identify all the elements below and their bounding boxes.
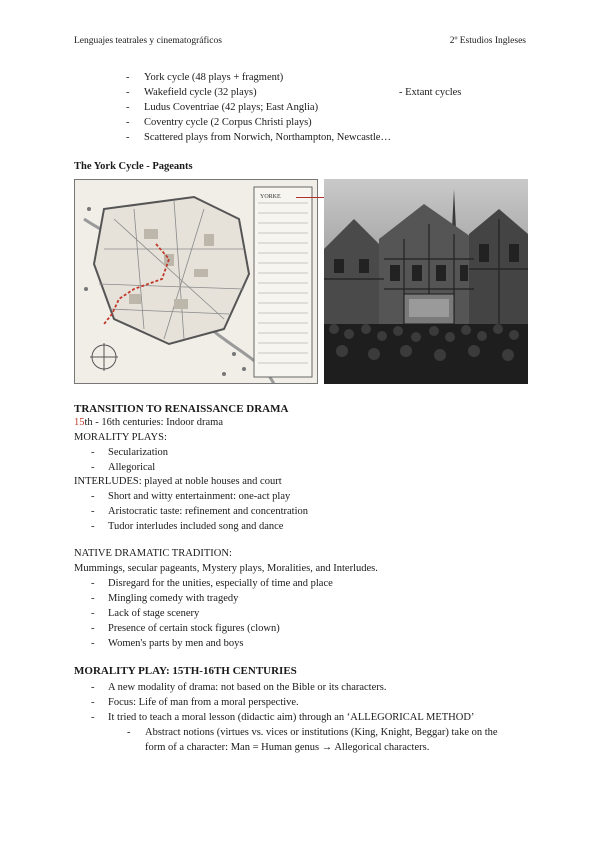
native-item: Mingling comedy with tragedy — [108, 593, 239, 604]
bullet-dash: - — [91, 623, 95, 634]
bullet-dash: - — [91, 712, 95, 723]
interludes-label: INTERLUDES: played at noble houses and court — [74, 476, 282, 487]
morality-play-item: A new modality of drama: not based on the Bible or its characters. — [108, 682, 387, 693]
morality-play-item: Focus: Life of man from a moral perspective. — [108, 697, 299, 708]
native-item: Women's parts by men and boys — [108, 638, 244, 649]
morality-play-title: MORALITY PLAY: 15TH-16TH CENTURIES — [74, 665, 297, 677]
interlude-item: Short and witty entertainment: one-act play — [108, 491, 291, 502]
bullet-dash: - — [91, 447, 95, 458]
bullet-dash: - — [126, 72, 130, 83]
header-degree: 2º Estudios Ingleses — [449, 36, 526, 46]
bullet-dash: - — [91, 462, 95, 473]
native-tradition-intro: Mummings, secular pageants, Mystery plays, Moralities, and Interludes. — [74, 563, 378, 574]
interlude-item: Tudor interludes included song and dance — [108, 521, 284, 532]
bullet-dash: - — [126, 132, 130, 143]
native-item: Lack of stage scenery — [108, 608, 200, 619]
bullet-dash: - — [91, 578, 95, 589]
transition-title: TRANSITION TO RENAISSANCE DRAMA — [74, 403, 289, 415]
york-cycle-title: The York Cycle - Pageants — [74, 161, 193, 172]
bullet-dash: - — [91, 593, 95, 604]
allegory-explanation-line1: Abstract notions (virtues vs. vices or institutions (King, Knight, Beggar) take on the — [145, 727, 498, 738]
morality-item: Allegorical — [108, 462, 156, 473]
cycle-wakefield: Wakefield cycle (32 plays) — [144, 87, 257, 98]
header-course-title: Lenguajes teatrales y cinematográficos — [74, 36, 222, 46]
interlude-item: Aristocratic taste: refinement and concentration — [108, 506, 308, 517]
bullet-dash: - — [126, 102, 130, 113]
pageant-scene-image — [324, 179, 528, 384]
bullet-dash: - — [91, 697, 95, 708]
york-map-image — [74, 179, 318, 384]
native-item: Disregard for the unities, especially of time and place — [108, 578, 333, 589]
image-connector-line — [296, 197, 326, 198]
cycle-york: York cycle (48 plays + fragment) — [144, 72, 284, 83]
bullet-dash: - — [126, 117, 130, 128]
extant-cycles-note: - Extant cycles — [399, 87, 462, 98]
cycle-ludus: Ludus Coventriae (42 plays; East Anglia) — [144, 102, 319, 113]
period-rest: th - 16th centuries: Indoor drama — [84, 417, 223, 428]
bullet-dash: - — [91, 638, 95, 649]
morality-item: Secularization — [108, 447, 169, 458]
period-start-red: 15 — [74, 417, 85, 428]
bullet-dash: - — [91, 491, 95, 502]
bullet-dash: - — [126, 87, 130, 98]
bullet-dash: - — [91, 682, 95, 693]
bullet-dash: - — [127, 727, 131, 738]
cycle-coventry: Coventry cycle (2 Corpus Christi plays) — [144, 117, 312, 128]
pageant-scene-drawing — [324, 179, 528, 384]
map-frame — [74, 179, 318, 384]
transition-period — [74, 416, 223, 431]
cycle-scattered: Scattered plays from Norwich, Northampton, Newcastle… — [144, 132, 391, 143]
native-item: Presence of certain stock figures (clown) — [108, 623, 280, 634]
morality-play-item: It tried to teach a moral lesson (didactic aim) through an ‘ALLEGORICAL METHOD’ — [108, 712, 475, 723]
bullet-dash: - — [91, 608, 95, 619]
map-label: YORKE — [260, 194, 281, 200]
bullet-dash: - — [91, 521, 95, 532]
bullet-dash: - — [91, 506, 95, 517]
allegory-explanation-line2: form of a character: Man = Human genus → Allegorical characters. — [145, 742, 430, 753]
native-tradition-title: NATIVE DRAMATIC TRADITION: — [74, 548, 232, 559]
morality-plays-label: MORALITY PLAYS: — [74, 432, 167, 443]
